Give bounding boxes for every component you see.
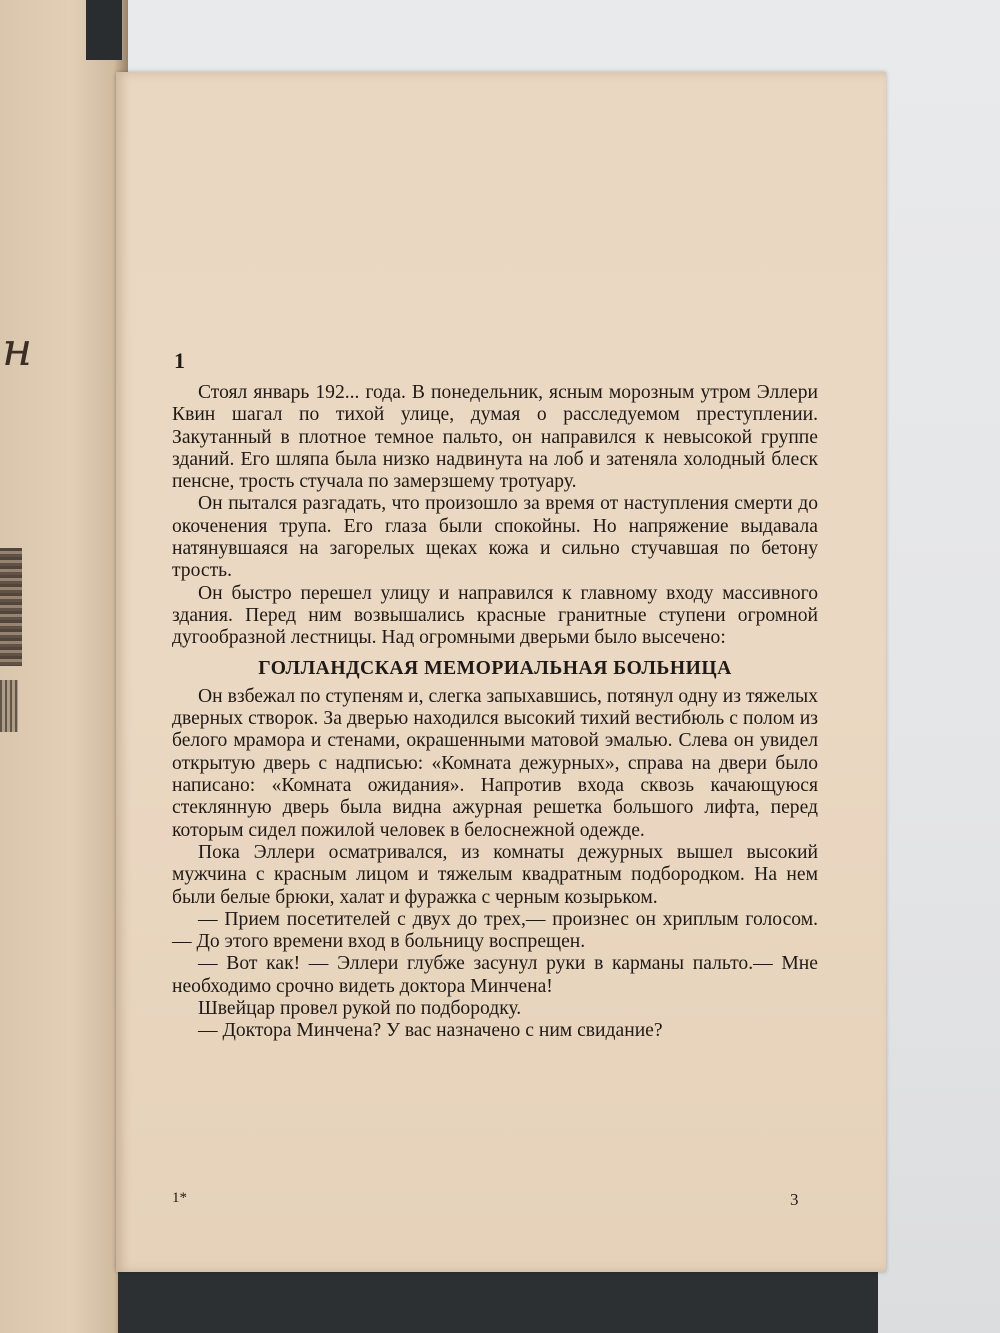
- dialogue-line: — Вот как! — Эллери глубже засунул руки в карманы пальто.— Мне необходимо срочно видеть доктора Минчена!: [172, 953, 818, 997]
- left-page-text-fragment: н: [2, 322, 33, 376]
- signature-mark: 1*: [172, 1190, 187, 1206]
- paragraph: Швейцар провел рукой по подбородку.: [198, 998, 522, 1020]
- dialogue-line: — Прием посетителей с двух до трех,— произнес он хриплым голосом.— До этого времени вход в больницу воспрещен.: [172, 908, 818, 953]
- book-page: [116, 72, 886, 1272]
- paragraph: Он пытался разгадать, что произошло за время от наступления смерти до окоченения трупа. Его глаза были спокойны. Но напряжение выдавала натянувшаяся на загорелых щеках кожа и сильно стучавшая по бетону трость.: [172, 493, 818, 582]
- page-body-text: [172, 382, 818, 1043]
- left-page-illustration-fragment-lower: [0, 680, 18, 732]
- book-cover-top: [86, 0, 122, 60]
- chapter-number: 1: [174, 348, 185, 373]
- left-page-illustration-fragment: [0, 548, 22, 666]
- paragraph: Он взбежал по ступеням и, слегка запыхавшись, потянул одну из тяжелых дверных створок. За дверью находился высокий тихий вестибюль с полом из белого мрамора и стенами, окрашенными матовой эмалью. Слева он увидел открытую дверь с надписью: «Комната дежурных», справа на двери было написано: «Комната ожидания». Напротив входа сквозь качающуюся стеклянную дверь была видна ажурная решетка большого лифта, перед которым сидел пожилой человек в белоснежной одежде.: [172, 685, 818, 841]
- page-number: 3: [790, 1190, 799, 1209]
- paragraph: Пока Эллери осматривался, из комнаты дежурных вышел высокий мужчина с красным лицом и тяжелым квадратным подбородком. На нем были белые брюки, халат и фуражка с черным козырьком.: [172, 841, 818, 908]
- paragraph: Стоял январь 192... года. В понедельник, ясным морозным утром Эллери Квин шагал по тихой улице, думая о расследуемом преступлении. Закутанный в плотное темное пальто, он направился к невысокой группе зданий. Его шляпа была низко надвинута на лоб и затеняла холодный блеск пенсне, трость стучала по замерзшему тротуару.: [172, 382, 818, 493]
- paragraph: Он быстро перешел улицу и направился к главному входу массивного здания. Перед ним возвышались красные гранитные ступени огромной дугообразной лестницы. Над огромными дверьми было высечено:: [172, 582, 818, 649]
- inscription-heading: ГОЛЛАНДСКАЯ МЕМОРИАЛЬНАЯ БОЛЬНИЦА: [258, 657, 732, 679]
- left-page: [0, 0, 128, 1333]
- book-cover-bottom: [118, 1270, 878, 1333]
- dialogue-line: — Доктора Минчена? У вас назначено с ним свидание?: [198, 1020, 663, 1042]
